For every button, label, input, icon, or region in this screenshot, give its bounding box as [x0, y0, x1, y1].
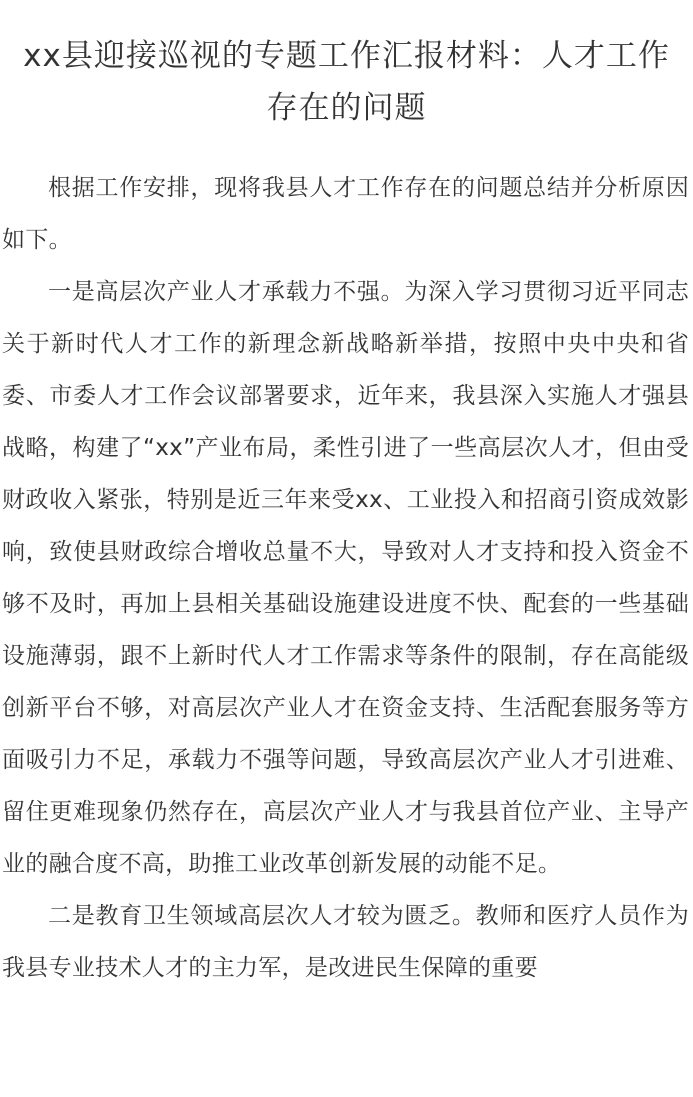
paragraph-education-health: 二是教育卫生领域高层次人才较为匮乏。教师和医疗人员作为我县专业技术人才的主力军，是改进民生保障的重要	[2, 903, 689, 981]
document-title: xx县迎接巡视的专题工作汇报材料：人才工作存在的问题	[23, 38, 670, 126]
paragraph-talent-capacity: 一是高层次产业人才承载力不强。为深入学习贯彻习近平同志关于新时代人才工作的新理念新战略新举措，按照中央中央和省委、市委人才工作会议部署要求，近年来，我县深入实施人才强县战略，构建了“xx”产业布局，柔性引进了一些高层次人才，但由受财政收入紧张，特别是近三年来受xx、工业投入和招商引资成效影响，致使县财政综合增收总量不大，导致对人才支持和投入资金不够不及时，再加上县相关基础设施建设进度不快、配套的一些基础设施薄弱，跟不上新时代人才工作需求等条件的限制，存在高能级创新平台不够，对高层次产业人才在资金支持、生活配套服务等方面吸引力不足，承载力不强等问题，导致高层次产业人才引进难、留住更难现象仍然存在，高层次产业人才与我县首位产业、主导产业的融合度不高，助推工业改革创新发展的动能不足。	[2, 279, 689, 877]
paragraph-intro: 根据工作安排，现将我县人才工作存在的问题总结并分析原因如下。	[2, 175, 689, 253]
document-body	[0, 162, 693, 994]
